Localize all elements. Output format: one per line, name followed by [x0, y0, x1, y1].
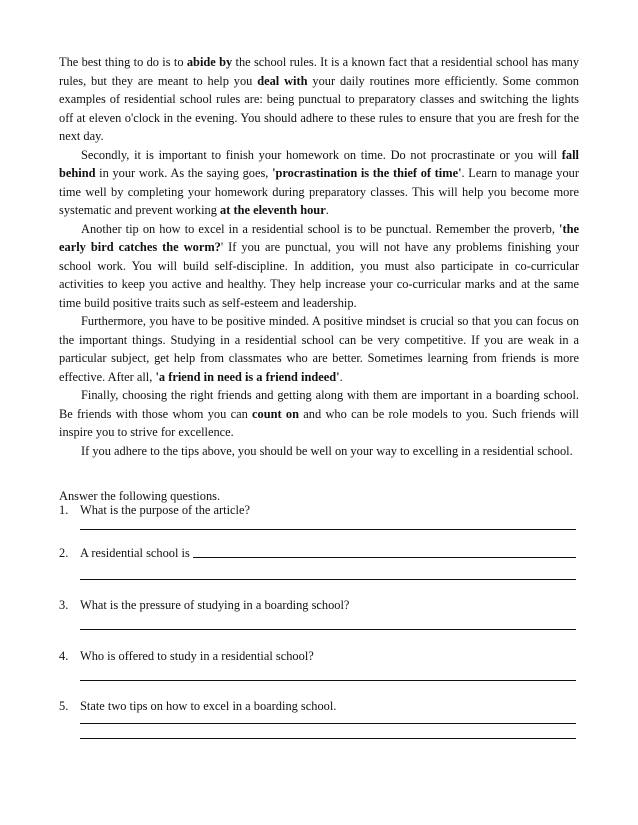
text-run: . [325, 203, 329, 217]
bold-phrase: deal with [257, 73, 308, 88]
question-text: What is the pressure of studying in a boarding school? [80, 598, 350, 612]
text-run: . Learn to manage your time well by completing your homework during preparatory classes. This will help you become more systematic and prevent working [59, 166, 580, 217]
question-number: 3. [59, 598, 69, 612]
answer-line[interactable] [80, 579, 576, 580]
question-number: 5. [59, 699, 69, 713]
text-run: If you adhere to the tips above, you should be well on your way to excelling in a residential school. [81, 443, 573, 458]
text-run: Furthermore, you have to be positive minded. A positive mindset is crucial so that you can focus on the important things. Studying in a residential school can be very competitive. If you are weak in a particular subject, get help from classmates who are better. Sometimes learning from friends is more effective. After all, [59, 314, 579, 384]
bold-phrase: abide by [186, 55, 233, 69]
bold-phrase: 'a friend in need is a friend indeed' [155, 369, 340, 384]
question-text: State two tips on how to excel in a boarding school. [80, 699, 337, 713]
answer-line[interactable] [80, 629, 576, 630]
text-run: Another tip on how to excel in a residential school is to be punctual. Remember the proverb, [81, 221, 560, 236]
question-text: Who is offered to study in a residential school? [80, 649, 314, 663]
question-2 [59, 544, 579, 584]
paragraph-2 [59, 146, 579, 220]
answer-line[interactable] [80, 529, 576, 530]
question-5 [59, 697, 579, 743]
paragraph-3 [59, 220, 579, 313]
bold-phrase: count on [252, 406, 300, 421]
question-4 [59, 647, 579, 677]
question-1 [59, 501, 579, 531]
question-number: 4. [59, 649, 69, 663]
question-text: What is the purpose of the article? [80, 503, 250, 517]
article-body [59, 53, 579, 460]
question-3 [59, 596, 579, 626]
paragraph-5 [59, 386, 579, 442]
text-run: in your work. As the saying goes, [95, 166, 273, 180]
question-text: A residential school is [80, 546, 190, 560]
questions-section [59, 487, 579, 713]
bold-phrase: 'the early bird catches the worm? [59, 221, 579, 254]
bold-phrase: at the eleventh hour [220, 203, 326, 217]
bold-phrase: 'procrastination is the thief of time' [272, 166, 462, 180]
text-run: ' If you are punctual, you will not have any problems finishing your school work. You will build self-discipline. In addition, you must also participate in co-curricular activities to keep you active and healthy. They help increase your co-curricular marks and at the same time build positive traits such as self-esteem and leadership. [59, 240, 579, 310]
answer-line[interactable] [80, 680, 576, 681]
text-run: Finally, choosing the right friends and getting along with them are important in a boarding school. Be friends with those whom you can [59, 388, 579, 421]
text-run: the school rules. It is a known fact that a residential school has many rules, but they are meant to help you [59, 55, 580, 88]
answer-line-inline[interactable] [193, 557, 576, 558]
paragraph-1 [59, 53, 579, 146]
paragraph-6 [59, 442, 579, 461]
bold-phrase: fall behind [59, 147, 579, 180]
answer-line[interactable] [80, 723, 576, 724]
text-run: your daily routines more efficiently. Some common examples of residential school rules are: being punctual to preparatory classes and switching the lights off at eleven o'clock in the evening. You should adhere to these rules to ensure that you are fresh for the next day. [59, 73, 579, 143]
text-run: Secondly, it is important to finish your homework on time. Do not procrastinate or you will [81, 147, 562, 162]
text-run: and who can be role models to you. Such friends will inspire you to strive for excellence. [59, 406, 579, 439]
text-run: The best thing to do is to [59, 55, 187, 69]
questions-intro: Answer the following questions. [59, 489, 221, 503]
question-number: 1. [59, 503, 69, 517]
question-number: 2. [59, 546, 69, 560]
text-run: . [339, 369, 343, 384]
paragraph-4 [59, 312, 579, 386]
answer-line[interactable] [80, 738, 576, 739]
